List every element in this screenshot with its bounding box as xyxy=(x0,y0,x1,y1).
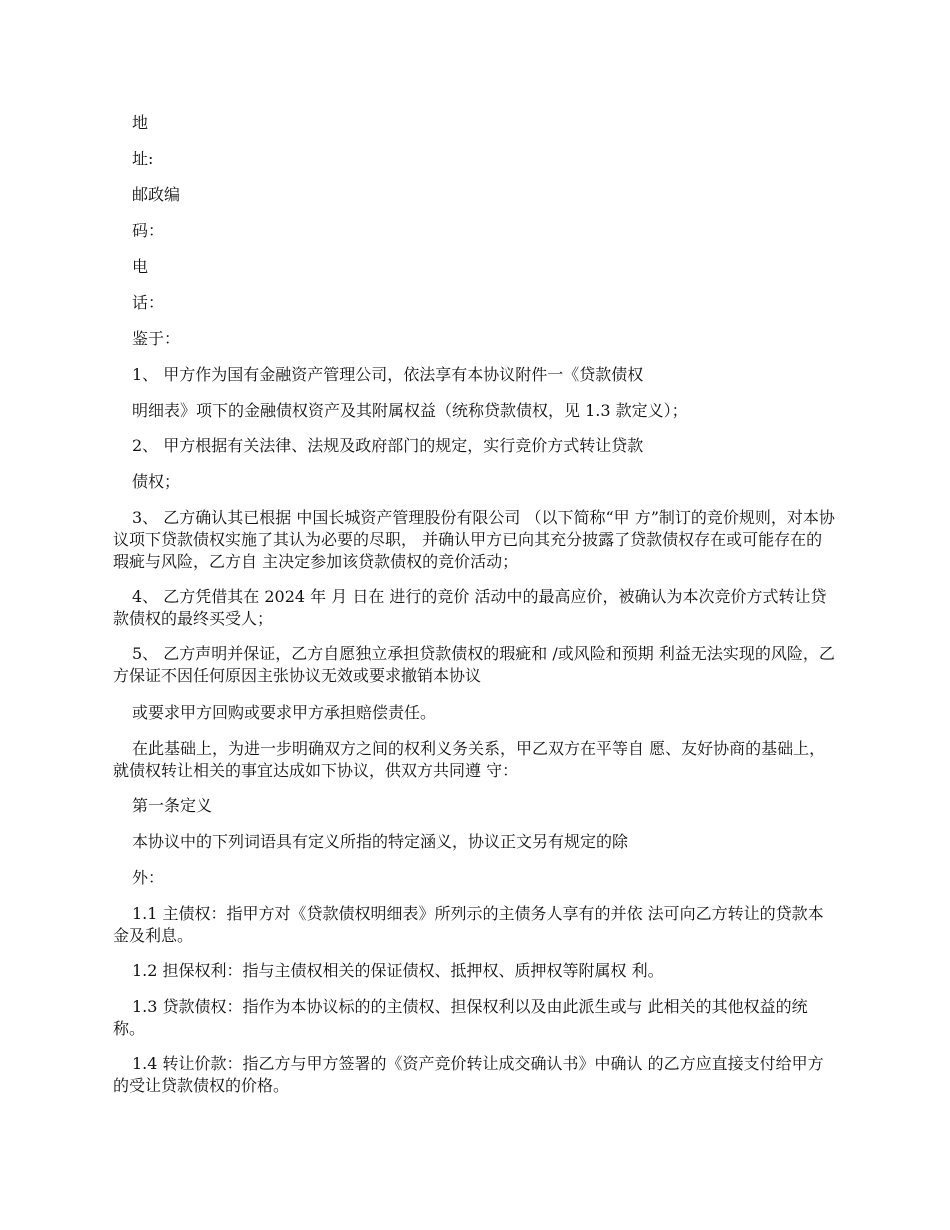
article-1-title: 第一条定义 xyxy=(132,796,213,815)
definition-1-1: 1.1 主债权：指甲方对《贷款债权明细表》所列示的主债务人享有的并依 法可向乙方转让的贷款本金及利息。 xyxy=(113,904,824,945)
recital-2-line-1: 2、 甲方根据有关法律、法规及政府部门的规定，实行竞价方式转让贷款 xyxy=(132,436,644,455)
definition-1-4: 1.4 转让价款：指乙方与甲方签署的《资产竞价转让成交确认书》中确认 的乙方应直接支付给甲方的受让贷款债权的价格。 xyxy=(113,1054,824,1095)
definitions-intro-line-1: 本协议中的下列词语具有定义所指的特定涵义，协议正文另有规定的除 xyxy=(132,832,629,851)
address-label-part1: 地 xyxy=(132,113,149,132)
recital-1-line-2: 明细表》项下的金融债权资产及其附属权益（统称贷款债权，见 1.3 款定义）； xyxy=(132,401,688,420)
recital-5-paragraph: 5、 乙方声明并保证，乙方自愿独立承担贷款债权的瑕疵和 /或风险和预期 利益无法实现的风险，乙方保证不因任何原因主张协议无效或要求撤销本协议 xyxy=(113,644,835,685)
postcode-label-part2: 码： xyxy=(132,221,165,240)
recital-2-line-2: 债权； xyxy=(132,472,181,491)
definitions-intro-line-2: 外： xyxy=(132,868,165,887)
definition-1-3: 1.3 贷款债权：指作为本协议标的的主债权、担保权利以及由此派生或与 此相关的其他权益的统称。 xyxy=(113,997,808,1038)
recital-1-line-1: 1、 甲方作为国有金融资产管理公司，依法享有本协议附件一《贷款债权 xyxy=(132,365,644,384)
whereas-heading: 鉴于： xyxy=(132,329,181,348)
address-label-part2: 址: xyxy=(132,149,154,168)
recital-3-paragraph: 3、 乙方确认其已根据 中国长城资产管理股份有限公司 （以下简称“甲 方”制订的竞价规则，对本协议项下贷款债权实施了其认为必要的尽职， 并确认甲方已向其充分披露了贷款债权存在或可能存在的瑕疵与风险，乙方自 主决定参加该贷款债权的竞价活动； xyxy=(113,508,835,571)
agreement-intro-paragraph: 在此基础上，为进一步明确双方之间的权利义务关系，甲乙双方在平等自 愿、友好协商的基础上，就债权转让相关的事宜达成如下协议，供双方共同遵 守： xyxy=(113,739,826,780)
recital-5-continuation: 或要求甲方回购或要求甲方承担赔偿责任。 xyxy=(132,703,437,722)
recital-4-paragraph: 4、 乙方凭借其在 2024 年 月 日在 进行的竞价 活动中的最高应价，被确认为本次竞价方式转让贷款债权的最终买受人； xyxy=(113,587,827,628)
postcode-label-part1: 邮政编 xyxy=(132,185,181,204)
phone-label-part1: 电 xyxy=(132,257,149,276)
phone-label-part2: 话： xyxy=(132,293,165,312)
definition-1-2: 1.2 担保权利：指与主债权相关的保证债权、抵押权、质押权等附属权 利。 xyxy=(132,961,664,980)
